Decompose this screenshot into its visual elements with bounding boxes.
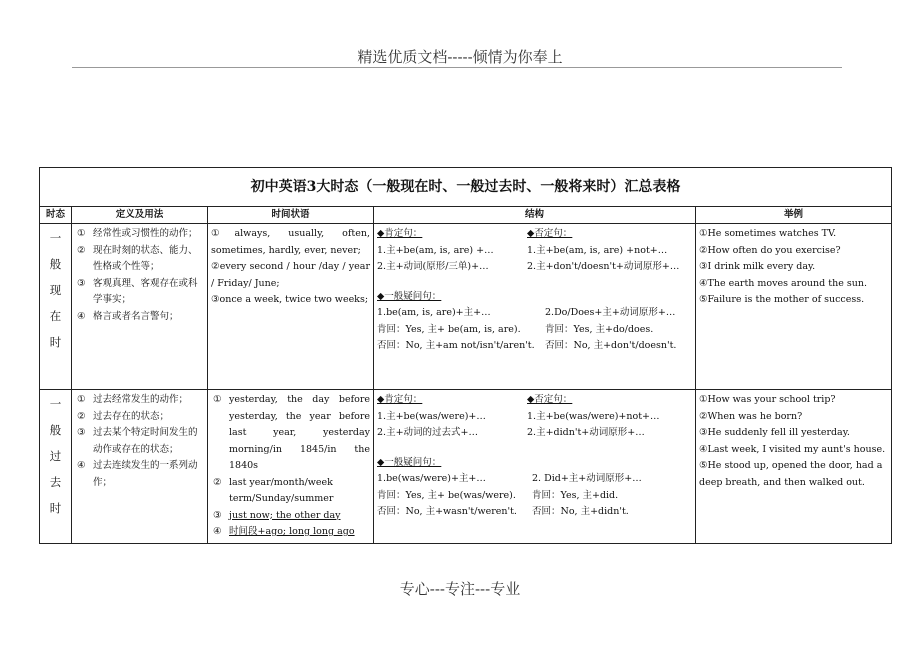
definition-item: ③ 过去某个特定时间发生的动作或存在的状态； (77, 427, 198, 455)
tense-name (40, 390, 72, 544)
definition-item: ③ 客观真理、客观存在或科学事实； (77, 277, 198, 305)
structure-text: 肯回：Yes, 主+ be(am, is, are). (377, 323, 521, 335)
definition-item: ① 过去经常发生的动作； (77, 394, 189, 405)
time-adverbial-item: ②every second / hour /day / year / Friday/ June; (211, 261, 370, 289)
negative-label: ◆否定句： (527, 394, 573, 405)
structure-text: 1.主+be(am, is, are) +not+… (527, 244, 668, 256)
structure-text: 否回：No, 主+am not/isn't/aren't. (377, 340, 535, 351)
table-row (40, 224, 892, 390)
definition-item: ① 经常性或习惯性的动作； (77, 228, 198, 239)
structure-text: 2.Do/Does+主+动词原形+… (545, 307, 676, 318)
structure-text: 否回：No, 主+wasn't/weren't. (377, 506, 517, 517)
example-item: ①How was your school trip? (699, 394, 836, 405)
structure-text: 2.主+动词(原形/三单)+… (377, 261, 489, 272)
example-item: ⑤He stood up, opened the door, had a deep breath, and then walked out. (699, 460, 883, 488)
tense-char: 时 (49, 501, 62, 515)
structure-text: 1.主+be(am, is, are) +… (377, 244, 494, 256)
time-adverbial-item: ③ just now; the other day (213, 509, 341, 521)
structure-text: 否回：No, 主+didn't. (532, 506, 629, 517)
tense-char: 一 (49, 397, 62, 411)
table-row (40, 390, 892, 544)
structure-text: 2.主+don't/doesn't+动词原形+… (527, 261, 680, 272)
time-adverbial-item: ② last year/month/week term/Sunday/summer (213, 476, 334, 504)
time-adverbial-item: ①always, usually, often, sometimes, hardly, ever, never; (211, 228, 370, 256)
header-structure: 结构 (374, 207, 696, 224)
example-cell (696, 390, 892, 544)
example-item: ④The earth moves around the sun. (699, 277, 867, 289)
question-label: ◆一般疑问句： (377, 456, 442, 468)
definition-item: ② 现在时刻的状态、能力、性格或个性等； (77, 244, 198, 272)
affirmative-label: ◆肯定句： (377, 394, 423, 405)
time-adverbial-item: ① yesterday, the day before yesterday, the year before last year, yesterday morning/in 1845/in the 1840s (213, 394, 370, 471)
example-item: ⑤Failure is the mother of success. (699, 294, 865, 305)
footer-banner: 专心---专注---专业 (399, 580, 521, 598)
header-example: 举例 (696, 207, 892, 224)
tense-char: 现 (49, 283, 62, 297)
structure-text: 1.be(am, is, are)+主+… (377, 307, 491, 318)
question-label: ◆一般疑问句： (377, 290, 442, 302)
structure-text: 2.主+didn't+动词原形+… (527, 427, 645, 438)
structure-text: 否回：No, 主+don't/doesn't. (545, 340, 677, 351)
structure-text: 1.主+be(was/were)+… (377, 410, 486, 422)
example-item: ①He sometimes watches TV. (699, 228, 837, 239)
example-item: ②When was he born? (699, 410, 803, 422)
tense-char: 去 (49, 475, 62, 489)
structure-cell (374, 390, 696, 544)
header-tense: 时态 (40, 207, 72, 224)
structure-text: 肯回：Yes, 主+did. (532, 489, 619, 501)
table-title: 初中英语3大时态（一般现在时、一般过去时、一般将来时）汇总表格 (40, 168, 892, 207)
affirmative-label: ◆肯定句： (377, 228, 423, 239)
structure-text: 1.be(was/were)+主+… (377, 473, 486, 484)
tense-char: 时 (49, 335, 62, 349)
time-adverbial-item: ③once a week, twice two weeks; (211, 294, 369, 305)
structure-text: 肯回：Yes, 主+ be(was/were). (377, 489, 516, 501)
tense-char: 般 (49, 257, 62, 271)
tense-name (40, 224, 72, 390)
definition-cell (72, 224, 208, 390)
example-item: ②How often do you exercise? (699, 244, 841, 256)
time-adverbial-item: ④ 时间段+ago; long long ago (213, 526, 355, 537)
example-item: ③I drink milk every day. (699, 261, 816, 272)
time-adverbial-cell (208, 390, 374, 544)
tense-summary-table (39, 167, 892, 544)
tense-char: 一 (49, 231, 62, 245)
definition-item: ② 过去存在的状态； (77, 410, 170, 422)
tense-char: 在 (49, 309, 62, 323)
structure-text: 2. Did+主+动词原形+… (532, 473, 642, 484)
table-header-row (40, 207, 892, 224)
header-definition: 定义及用法 (72, 207, 208, 224)
tense-char: 般 (49, 423, 62, 437)
tense-char: 过 (49, 449, 62, 463)
example-cell (696, 224, 892, 390)
structure-cell (374, 224, 696, 390)
definition-item: ④ 过去连续发生的一系列动作； (77, 460, 198, 488)
structure-text: 1.主+be(was/were)+not+… (527, 410, 660, 422)
definition-cell (72, 390, 208, 544)
header-time-adverbial: 时间状语 (208, 207, 374, 224)
structure-text: 2.主+动词的过去式+… (377, 427, 478, 438)
example-item: ③He suddenly fell ill yesterday. (699, 427, 850, 438)
structure-text: 肯回：Yes, 主+do/does. (545, 323, 654, 335)
header-rule (72, 67, 842, 68)
example-item: ④Last week, I visited my aunt's house. (699, 443, 886, 455)
time-adverbial-cell (208, 224, 374, 390)
header-banner: 精选优质文档-----倾情为你奉上 (357, 48, 563, 66)
negative-label: ◆否定句： (527, 228, 573, 239)
definition-item: ④ 格言或者名言警句； (77, 310, 179, 322)
